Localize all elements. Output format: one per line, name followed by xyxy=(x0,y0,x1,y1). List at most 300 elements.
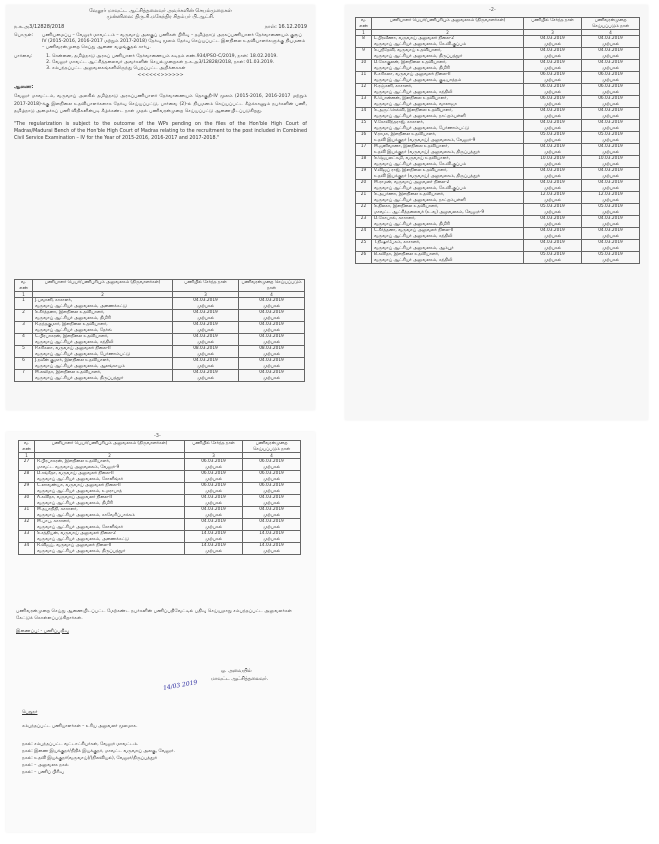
employee-name: M.ஜனிவானா, இளநிலை உதவியாளர், xyxy=(374,144,449,149)
number-cell xyxy=(356,72,372,84)
regularisation-session: முற்பகல் xyxy=(262,500,281,506)
col-header-joined: பணியில் சேர்ந்த நாள் xyxy=(173,280,239,292)
row-number: 29 xyxy=(23,483,30,488)
employee-name: R.விஜய், வருவாய் அலுவலர் நிலை-II xyxy=(37,543,112,548)
employee-name: D.கோபால், காசாளர், xyxy=(374,216,416,221)
number-cell xyxy=(19,531,35,543)
joined-cell xyxy=(524,204,582,216)
joining-session: முற்பகல் xyxy=(543,137,562,143)
employee-name: V.விஜய் ராஜ், இளநிலை உதவியாளர், xyxy=(374,168,448,173)
row-number: 20 xyxy=(360,180,367,185)
row-number: 7 xyxy=(22,370,25,375)
joining-date: 04.03.2019 xyxy=(540,168,565,173)
number-cell xyxy=(356,144,372,156)
col-header-name: பணியாளர் பெயர்/பணிபுரியும் அலுவலகம் (திருவாளர்கள்) xyxy=(35,441,185,453)
joined-cell xyxy=(524,168,582,180)
joining-date: 04.03.2019 xyxy=(540,180,565,185)
employee-cell xyxy=(372,36,524,48)
table-header-row xyxy=(19,441,301,453)
row-number: 4 xyxy=(22,334,25,339)
table-row xyxy=(356,168,640,180)
col-header-number: வ. எண் xyxy=(15,280,33,292)
joining-session: முற்பகல் xyxy=(196,375,215,381)
regularisation-session: முற்பகல் xyxy=(262,476,281,482)
regularisation-date: 04.03.2019 xyxy=(598,48,623,53)
regularised-cell xyxy=(582,216,640,228)
index-cell: 2 xyxy=(33,292,173,298)
joined-cell xyxy=(524,132,582,144)
employee-name: R.நந்தகுமார், இளநிலை உதவியாளர், xyxy=(35,322,108,327)
table-row xyxy=(356,240,640,252)
index-cell: 4 xyxy=(582,30,640,36)
regularised-cell xyxy=(582,84,640,96)
number-cell xyxy=(356,204,372,216)
joining-session: முற்பகல் xyxy=(543,173,562,179)
regularisation-session: முற்பகல் xyxy=(262,536,281,542)
joining-date: 04.03.2019 xyxy=(540,240,565,245)
joining-date: 06.03.2019 xyxy=(201,459,226,464)
regularised-cell xyxy=(582,156,640,168)
document-page-1 xyxy=(6,5,315,410)
employee-cell xyxy=(372,96,524,108)
employee-office: வருவாய் ஆட்சியர் அலுவலகம், அணைக்கட்டு xyxy=(35,303,127,309)
number-cell xyxy=(356,36,372,48)
joining-session: முற்பகல் xyxy=(204,476,223,482)
row-number: 15 xyxy=(360,120,367,125)
references-label: பார்வை: xyxy=(14,54,33,59)
joining-session: முற்பகல் xyxy=(543,101,562,107)
employee-cell xyxy=(372,84,524,96)
joining-date: 04.03.2019 xyxy=(540,36,565,41)
regularisation-date: 04.03.2019 xyxy=(259,310,284,315)
regularisation-date: 04.03.2019 xyxy=(259,370,284,375)
row-number: 28 xyxy=(23,471,30,476)
regularised-cell xyxy=(582,180,640,192)
joining-session: முற்பகல் xyxy=(543,89,562,95)
number-cell xyxy=(19,483,35,495)
regularised-cell xyxy=(582,252,640,264)
document-page-3 xyxy=(6,432,315,832)
table-row xyxy=(356,216,640,228)
employee-cell xyxy=(372,156,524,168)
employee-name: M.லலிதா, இளநிலை உதவியாளர், xyxy=(35,370,102,375)
col-header-name: பணியாளர் பெயர்/பணிபுரியும் அலுவலகம் (திருவாளர்கள்) xyxy=(372,18,524,30)
regularisation-date: 04.03.2019 xyxy=(259,358,284,363)
row-number: 12 xyxy=(360,84,367,89)
number-cell xyxy=(356,108,372,120)
row-number: 23 xyxy=(360,216,367,221)
joined-cell xyxy=(185,507,243,519)
joining-date: 10.03.2019 xyxy=(540,156,565,161)
order-heading: ஆணை: xyxy=(14,84,34,90)
employee-office: வருவாய் ஆட்சியர் அலுவலகம், உமராபாத் xyxy=(37,488,122,494)
col-header-regularised: பணிவரன்முறை செய்யப்படும் நாள் xyxy=(582,18,640,30)
employee-cell xyxy=(33,370,173,382)
joining-date: 04.03.2019 xyxy=(193,358,218,363)
row-number: 22 xyxy=(360,204,367,209)
regularised-cell xyxy=(239,370,305,382)
employee-name: M.ராமன், வருவாய் அலுவலர் நிலை-2 xyxy=(374,180,450,185)
joining-session: முற்பகல் xyxy=(543,53,562,59)
table-row xyxy=(356,192,640,204)
joining-session: முற்பகல் xyxy=(543,113,562,119)
employee-cell xyxy=(35,495,185,507)
employee-office: வருவாய் ஆட்சியர் அலுவலகம், திருப்பத்தூர் xyxy=(35,375,124,381)
regularised-cell xyxy=(582,144,640,156)
regularisation-date: 04.03.2019 xyxy=(259,507,284,512)
regularisation-date: 04.03.2019 xyxy=(259,322,284,327)
reference-item: 1. சென்னை, தமிழ்நாடு அரசுப் பணியாளர் தேர்வாணையம் கடிதம் எண்.934/PSO-C/2019, நாள்: 18.02.2019. xyxy=(52,54,278,60)
row-number: 5 xyxy=(22,346,25,351)
employee-name: M.பாபு, காசாளர், xyxy=(37,519,71,524)
page-number: -3- xyxy=(154,433,161,439)
col-header-number: வ. எண் xyxy=(356,18,372,30)
regularised-cell xyxy=(582,192,640,204)
row-number: 26 xyxy=(360,252,367,257)
regularised-cell xyxy=(582,240,640,252)
employee-office: வருவாய் ஆட்சியர் அலுவலகம், திமிரி xyxy=(35,315,111,321)
copy-line: நகல்: சம்பந்தப்பட்ட வட்டாட்சியர்கள், வேலூர் மாவட்டம். xyxy=(22,742,139,747)
table-row xyxy=(356,252,640,264)
employee-name: D.சங்கீதா, வருவாய் அலுவலர் நிலை-II xyxy=(37,471,114,476)
employee-name: S.அபர்ணா, இளநிலை உதவியாளர், xyxy=(374,192,445,197)
reference-item: 2. வேலூர் மாவட்ட ஆட்சித்தலைவர் அவர்களின் செயல்முறைகள் ந.க.அ3/12828/2018, நாள்: 01.03.2019. xyxy=(52,60,278,66)
number-cell xyxy=(15,298,33,310)
row-number: 16 xyxy=(360,132,367,137)
joining-session: முற்பகல் xyxy=(543,41,562,47)
regularisation-session: முற்பகல் xyxy=(601,113,620,119)
row-number: 2 xyxy=(22,310,25,315)
reference-line xyxy=(14,24,307,30)
regularised-cell xyxy=(243,483,301,495)
regularised-cell xyxy=(239,334,305,346)
regularisation-session: முற்பகல் xyxy=(601,161,620,167)
index-cell: 3 xyxy=(185,453,243,459)
joining-session: முற்பகல் xyxy=(204,512,223,518)
number-cell xyxy=(356,132,372,144)
joining-date: 05.03.2019 xyxy=(540,204,565,209)
table-row xyxy=(15,346,305,358)
joining-session: முற்பகல் xyxy=(196,363,215,369)
row-number: 30 xyxy=(23,495,30,500)
employee-office: வருவாய் ஆட்சியர் அலுவலகம், வாலாஜா xyxy=(374,101,457,107)
joining-date: 04.03.2019 xyxy=(201,507,226,512)
copy-line: நகல்: இணை இயக்குநர்/நிதிக் இயக்குநர், மாவட்ட வருவாய் அலகு, வேலூர். xyxy=(22,749,175,754)
employee-office: வருவாய் ஆட்சியர் அலுவலகம், திமிரி xyxy=(37,500,113,506)
col-header-joined: பணியில் சேர்ந்த நாள் xyxy=(185,441,243,453)
regularisation-session: முற்பகல் xyxy=(601,221,620,227)
signature-title: மாவட்ட ஆட்சித்தலைவர். xyxy=(211,677,269,682)
employee-name: A.கவிதா, வருவாய் அலுவலர் நிலை-II xyxy=(37,495,112,500)
table-header-row xyxy=(15,280,305,292)
employee-cell xyxy=(33,322,173,334)
reference-item: 3. சம்பந்தப்பட்ட அலுவலகங்களிலிருந்து பெறப்பட்ட அறிக்கைகள் xyxy=(52,66,278,72)
number-cell xyxy=(15,310,33,322)
references-block xyxy=(14,54,307,72)
row-number: 3 xyxy=(22,322,25,327)
regularisation-date: 04.03.2019 xyxy=(598,240,623,245)
number-cell xyxy=(356,228,372,240)
regularisation-date: 04.03.2019 xyxy=(259,495,284,500)
number-cell xyxy=(356,84,372,96)
table-header-row xyxy=(356,18,640,30)
regularisation-date: 10.03.2019 xyxy=(598,156,623,161)
joined-cell xyxy=(185,543,243,555)
regularised-cell xyxy=(239,346,305,358)
header-line-1: வேலூர் மாவட்ட ஆட்சித்தலைவர் அவர்களின் செயல்முறைகள் xyxy=(89,8,232,14)
number-cell xyxy=(356,156,372,168)
number-cell xyxy=(356,192,372,204)
employee-name: P.சசிகலா, வருவாய் அலுவலர் நிலை-II xyxy=(35,346,111,351)
employee-name: M.தயாநிதி, காசாளர், xyxy=(37,507,78,512)
employee-name: K.பொன்னன், இளநிலை உதவியாளர், xyxy=(374,96,448,101)
regularised-cell xyxy=(582,204,640,216)
number-cell xyxy=(15,334,33,346)
number-cell xyxy=(15,358,33,370)
number-cell xyxy=(19,471,35,483)
table-row xyxy=(19,543,301,555)
employee-cell xyxy=(372,204,524,216)
employee-office: மாவட்ட ஆட்சித்தலைவர் (உ.வ) அலுவலகம், வேலூர்-9 xyxy=(374,209,485,215)
joined-cell xyxy=(524,156,582,168)
employee-office: வருவாய் ஆட்சியர் அலுவலகம், திமிரி xyxy=(374,65,450,71)
joining-date: 04.03.2019 xyxy=(540,228,565,233)
table-row xyxy=(19,519,301,531)
joining-date: 05.03.2019 xyxy=(540,132,565,137)
table-row xyxy=(15,310,305,322)
copy-line: சம்பந்தப்பட்ட பணியாளர்கள் – உரிய அலுவலர் மூலமாக. xyxy=(22,724,138,729)
row-number: 10 xyxy=(360,60,367,65)
employee-name: J.நவீன் குமார், இளநிலை உதவியாளர், xyxy=(35,358,111,363)
col-header-name: பணியாளர் பெயர்/பணிபுரியும் அலுவலகம் (திருவாளர்கள்) xyxy=(33,280,173,292)
employee-office: வருவாய் ஆட்சியர் அலுவலகம், கந்திலி xyxy=(35,339,114,345)
table-row xyxy=(356,84,640,96)
regularisation-date: 04.03.2019 xyxy=(598,36,623,41)
employee-name: J.பவானி, காசாளர், xyxy=(35,298,73,303)
regularisation-date: 06.03.2019 xyxy=(598,72,623,77)
row-number: 34 xyxy=(23,543,30,548)
employee-office: வருவாய் ஆட்சியர் அலுவலகம், பேர்ணாம்பட்டு xyxy=(35,351,130,357)
joined-cell xyxy=(173,370,239,382)
employee-office: வருவாய் ஆட்சியர் அலுவலகம், குடியாத்தம் xyxy=(374,77,462,83)
joined-cell xyxy=(524,228,582,240)
joining-date: 04.03.2019 xyxy=(193,334,218,339)
closing-paragraph xyxy=(16,608,306,635)
page-number: -2- xyxy=(489,7,496,13)
table-row xyxy=(15,370,305,382)
joined-cell xyxy=(185,495,243,507)
row-number: 1 xyxy=(22,298,25,303)
regularised-cell xyxy=(243,531,301,543)
regularisation-date: 14.03.2019 xyxy=(259,531,284,536)
table-row xyxy=(356,60,640,72)
joining-date: 06.03.2019 xyxy=(540,72,565,77)
number-cell xyxy=(19,519,35,531)
joining-session: முற்பகல் xyxy=(543,77,562,83)
letter-header xyxy=(6,8,315,20)
regularisation-session: முற்பகல் xyxy=(262,351,281,357)
row-number: 33 xyxy=(23,531,30,536)
number-cell xyxy=(356,96,372,108)
joined-cell xyxy=(524,108,582,120)
employee-name: T.நிஷாபேகம், காசாளர், xyxy=(374,240,421,245)
col-header-number: வ. எண் xyxy=(19,441,35,453)
joined-cell xyxy=(173,298,239,310)
regularised-cell xyxy=(239,358,305,370)
table-row xyxy=(19,531,301,543)
joining-session: முற்பகல் xyxy=(196,351,215,357)
employee-cell xyxy=(372,108,524,120)
number-cell xyxy=(356,180,372,192)
joining-session: முற்பகல் xyxy=(204,500,223,506)
regularisation-date: 06.03.2019 xyxy=(598,96,623,101)
row-number: 17 xyxy=(360,144,367,149)
regularisation-session: முற்பகல் xyxy=(601,77,620,83)
copy-line: நகல்: – அலுவலக நகல் xyxy=(22,763,69,768)
regularisation-session: முற்பகல் xyxy=(601,53,620,59)
table-row xyxy=(356,48,640,60)
employee-table xyxy=(355,17,640,264)
row-number: 25 xyxy=(360,240,367,245)
index-cell: 1 xyxy=(356,30,372,36)
joining-date: 04.03.2019 xyxy=(193,322,218,327)
joining-date: 04.03.2019 xyxy=(540,144,565,149)
regularisation-date: 12.03.2019 xyxy=(598,192,623,197)
joined-cell xyxy=(185,531,243,543)
joining-date: 06.03.2019 xyxy=(201,471,226,476)
employee-office: வருவாய் ஆட்சியர் அலுவலகம், நாட்றம்பள்ளி xyxy=(374,197,466,203)
number-cell xyxy=(19,459,35,471)
number-cell xyxy=(356,252,372,264)
regularisation-session: முற்பகல் xyxy=(601,197,620,203)
joined-cell xyxy=(173,358,239,370)
employee-office: வருவாய் ஆட்சியர் அலுவலகம், கே.வி.குப்பம் xyxy=(374,185,466,191)
employee-cell xyxy=(35,483,185,495)
employee-cell xyxy=(35,531,185,543)
joining-session: முற்பகல் xyxy=(543,245,562,251)
joined-cell xyxy=(173,346,239,358)
employee-office: வருவாய் ஆட்சியர் அலுவலகம், கந்திலி xyxy=(374,233,453,239)
joined-cell xyxy=(524,144,582,156)
joining-date: 04.03.2019 xyxy=(193,310,218,315)
joined-cell xyxy=(524,96,582,108)
regularised-cell xyxy=(582,36,640,48)
joining-session: முற்பகல் xyxy=(543,197,562,203)
regularisation-session: முற்பகல் xyxy=(262,315,281,321)
joining-date: 04.03.2019 xyxy=(540,48,565,53)
employee-cell xyxy=(372,168,524,180)
number-cell xyxy=(19,507,35,519)
regularisation-session: முற்பகல் xyxy=(262,512,281,518)
employee-name: S.திலகா, இளநிலை உதவியாளர், xyxy=(374,204,439,209)
joining-date: 06.03.2019 xyxy=(540,84,565,89)
regularised-cell xyxy=(582,48,640,60)
employee-cell xyxy=(372,240,524,252)
employee-cell xyxy=(33,298,173,310)
index-cell: 1 xyxy=(15,292,33,298)
index-cell: 4 xyxy=(243,453,301,459)
joining-date: 04.03.2019 xyxy=(540,60,565,65)
separator: <<<<<<>>>>>> xyxy=(137,73,184,78)
employee-name: K.சசிகலா, வருவாய் அலுவலர் நிலை-II xyxy=(374,72,451,77)
copy-line: நகல்: – பணிப் பிரிவு xyxy=(22,770,64,775)
joining-session: முற்பகல் xyxy=(543,185,562,191)
header-line-2: முன்னிலை: திரு.சி.மகேந்திர சிதம்பர் பி.ஆட்சி. xyxy=(106,14,215,20)
employee-office: வருவாய் ஆட்சியர் அலுவலகம், சோளிங்கர் xyxy=(37,524,124,530)
number-cell xyxy=(356,60,372,72)
regularisation-session: முற்பகல் xyxy=(601,65,620,71)
regularised-cell xyxy=(243,459,301,471)
joining-session: முற்பகல் xyxy=(543,161,562,167)
employee-office: வருவாய் ஆட்சியர் அலுவலகம், கே.வி.குப்பம் xyxy=(374,41,466,47)
joined-cell xyxy=(524,48,582,60)
table-row xyxy=(356,204,640,216)
table-row xyxy=(19,507,301,519)
order-body: வேலூர் மாவட்டம், வருவாய் அலகில் தமிழ்நாடு அரசுப்பணியாளர் தேர்வாணையம் தொகுதி-IV மூலம் (2015-2016, 2016-2017 மற்றும் 2017-2018)-க்கு இளநிலை உதவியாளர்களாக தேர்வு செய்யப்பட்டு, பார்வை (2)-ல் நியமனம் செய்யப்பட்ட கீழ்க்காணும் நபர்களின் பணி, தமிழ்நாடு அமைச்சுப் பணி விதிகளின்படி கீழ்க்கண்ட நாள் முதல் பணிவரன்முறை செய்யப்பட்டு ஆணையிடப்படுகிறது. xyxy=(14,94,307,114)
number-cell xyxy=(15,370,33,382)
regularised-cell xyxy=(582,72,640,84)
row-number: 11 xyxy=(360,72,367,77)
joined-cell xyxy=(524,192,582,204)
joining-date: 06.03.2019 xyxy=(540,96,565,101)
regularisation-session: முற்பகல் xyxy=(262,327,281,333)
joined-cell xyxy=(185,471,243,483)
regularisation-date: 04.03.2019 xyxy=(259,298,284,303)
closing-text: பணிவரன்முறை செய்து ஆணையிடப்பட்ட மேற்கண்ட நபர்களின் பணிப்பதிவேட்டில் பதிவு செய்யுமாறு சம்பந்தப்பட்ட அலுவலர்கள் கேட்டுக் கொள்ளப்படுகிறார்கள். xyxy=(16,609,292,621)
subject-label: பொருள்: xyxy=(14,33,34,38)
regularised-cell xyxy=(243,507,301,519)
joined-cell xyxy=(173,322,239,334)
table-row xyxy=(15,334,305,346)
number-cell xyxy=(356,120,372,132)
regularisation-date: 04.03.2019 xyxy=(259,334,284,339)
row-number: 9 xyxy=(362,48,365,53)
row-number: 18 xyxy=(360,156,367,161)
regularised-cell xyxy=(239,298,305,310)
col-header-joined: பணியில் சேர்ந்த நாள் xyxy=(524,18,582,30)
regularisation-date: 04.03.2019 xyxy=(598,108,623,113)
col-header-regularised: பணிவரன்முறை செய்யப்படும் நாள் xyxy=(243,441,301,453)
table-row xyxy=(19,471,301,483)
employee-cell xyxy=(35,543,185,555)
regularisation-session: முற்பகல் xyxy=(601,233,620,239)
employee-name: L.பிரவீணா, வருவாய் அலுவலர் நிலை-2 xyxy=(374,36,454,41)
employee-cell xyxy=(372,192,524,204)
table-row xyxy=(356,108,640,120)
joining-session: முற்பகல் xyxy=(543,233,562,239)
joining-session: முற்பகல் xyxy=(204,464,223,470)
joining-session: முற்பகல் xyxy=(543,209,562,215)
employee-office: வருவாய் ஆட்சியர் அலுவலகம், கந்திலி xyxy=(374,89,453,95)
regularisation-session: முற்பகல் xyxy=(601,89,620,95)
employee-office: உதவி இயக்குநர் (வருவாய்) அலுவலகம், வேலூர்-9 xyxy=(374,137,476,143)
employee-cell xyxy=(33,334,173,346)
employee-cell xyxy=(372,48,524,60)
table-row xyxy=(356,132,640,144)
reference-number: ந.க.அ3/12828/2018 xyxy=(14,24,65,30)
employee-name: C.லாவண்யா, வருவாய் அலுவலர் நிலை-II xyxy=(37,483,121,488)
joined-cell xyxy=(524,180,582,192)
recipient-label: பெறுநர் xyxy=(22,710,38,715)
regularised-cell xyxy=(582,132,640,144)
employee-cell xyxy=(372,252,524,264)
joining-date: 06.03.2019 xyxy=(201,483,226,488)
regularisation-session: முற்பகல் xyxy=(262,524,281,530)
number-cell xyxy=(19,495,35,507)
table-row xyxy=(356,180,640,192)
index-cell: 4 xyxy=(239,292,305,298)
row-number: 32 xyxy=(23,519,30,524)
